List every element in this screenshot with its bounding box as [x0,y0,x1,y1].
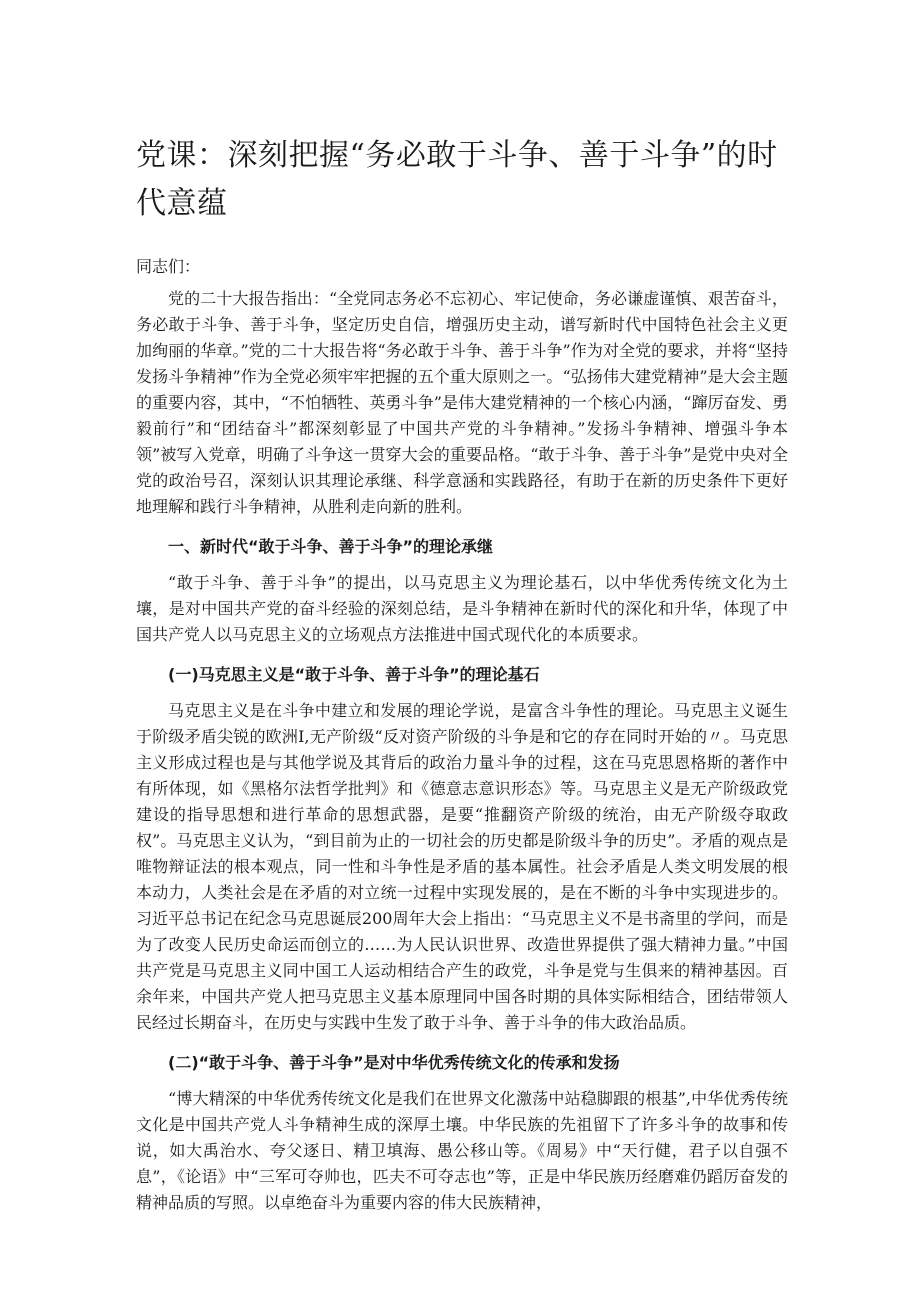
greeting: 同志们： [136,257,201,276]
document-page [136,132,788,1216]
section-1-heading: 一、新时代“敢于斗争、善于斗争”的理论承继 [168,537,494,556]
subsection-1-heading: (一)马克思主义是“敢于斗争、善于斗争”的理论基石 [168,665,540,684]
section-1-paragraph: “敢于斗争、善于斗争”的提出，以马克思主义为理论基石，以中华优秀传统文化为土壤，是对中国共产党的奋斗经验的深刻总结，是斗争精神在新时代的深化和升华，体现了中国共产党人以马克思主义的立场观点方法推进中国式现代化的本质要求。 [136,573,788,644]
document-title: 党课：深刻把握“务必敢于斗争、善于斗争”的时代意蕴 [136,138,778,221]
subsection-2-heading: (二)“敢于斗争、善于斗争”是对中华优秀传统文化的传承和发扬 [168,1053,620,1072]
intro-paragraph: 党的二十大报告指出：“全党同志务必不忘初心、牢记使命，务必谦虚谨慎、艰苦奋斗，务必敢于斗争、善于斗争，坚定历史自信，增强历史主动，谱写新时代中国特色社会主义更加绚丽的华章。”党的二十大报告将“务必敢于斗争、善于斗争”作为对全党的要求，并将“坚持发扬斗争精神”作为全党必须牢牢把握的五个重大原则之一。“弘扬伟大建党精神”是大会主题的重要内容，其中，“不怕牺牲、英勇斗争”是伟大建党精神的一个核心内涵，“蹿厉奋发、勇毅前行”和“团结奋斗”都深刻彰显了中国共产党的斗争精神。”发扬斗争精神、增强斗争本领”被写入党章，明确了斗争这一贯穿大会的重要品格。“敢于斗争、善于斗争”是党中央对全党的政治号召，深刻认识其理论承继、科学意涵和实践路径，有助于在新的历史条件下更好地理解和践行斗争精神，从胜利走向新的胜利。 [136,289,788,516]
subsection-2-paragraph: “博大精深的中华优秀传统文化是我们在世界文化激荡中站稳脚跟的根基”,中华优秀传统文化是中国共产党人斗争精神生成的深厚土壤。中华民族的先祖留下了许多斗争的故事和传说，如大禹治水、夸父逐日、精卫填海、愚公移山等。《周易》中“天行健，君子以自强不息”，《论语》中“三军可夺帅也，匹夫不可夺志也”等，正是中华民族历经磨难仍蹈厉奋发的精神品质的写照。以卓绝奋斗为重要内容的伟大民族精神， [136,1089,788,1212]
subsection-1-paragraph: 马克思主义是在斗争中建立和发展的理论学说，是富含斗争性的理论。马克思主义诞生于阶级矛盾尖锐的欧洲I,无产阶级“反对资产阶级的斗争是和它的存在同时开始的〃。马克思主义形成过程也是与其他学说及其背后的政治力量斗争的过程，这在马克思恩格斯的著作中有所体现，如《黑格尔法哲学批判》和《德意志意识形态》等。马克思主义是无产阶级政党建设的指导思想和进行革命的思想武器，是要“推翻资产阶级的统治，由无产阶级夺取政权”。马克思主义认为，“到目前为止的一切社会的历史都是阶级斗争的历史”。矛盾的观点是唯物辩证法的根本观点，同一性和斗争性是矛盾的基本属性。社会矛盾是人类文明发展的根本动力，人类社会是在矛盾的对立统一过程中实现发展的，是在不断的斗争中实现进步的。习近平总书记在纪念马克思诞辰200周年大会上指出：“马克思主义不是书斋里的学问，而是为了改变人民历史命运而创立的……为人民认识世界、改造世界提供了强大精神力量。”中国共产党是马克思主义同中国工人运动相结合产生的政党，斗争是党与生俱来的精神基因。百余年来，中国共产党人把马克思主义基本原理同中国各时期的具体实际相结合，团结带领人民经过长期奋斗，在历史与实践中生发了敢于斗争、善于斗争的伟大政治品质。 [136,701,788,1032]
